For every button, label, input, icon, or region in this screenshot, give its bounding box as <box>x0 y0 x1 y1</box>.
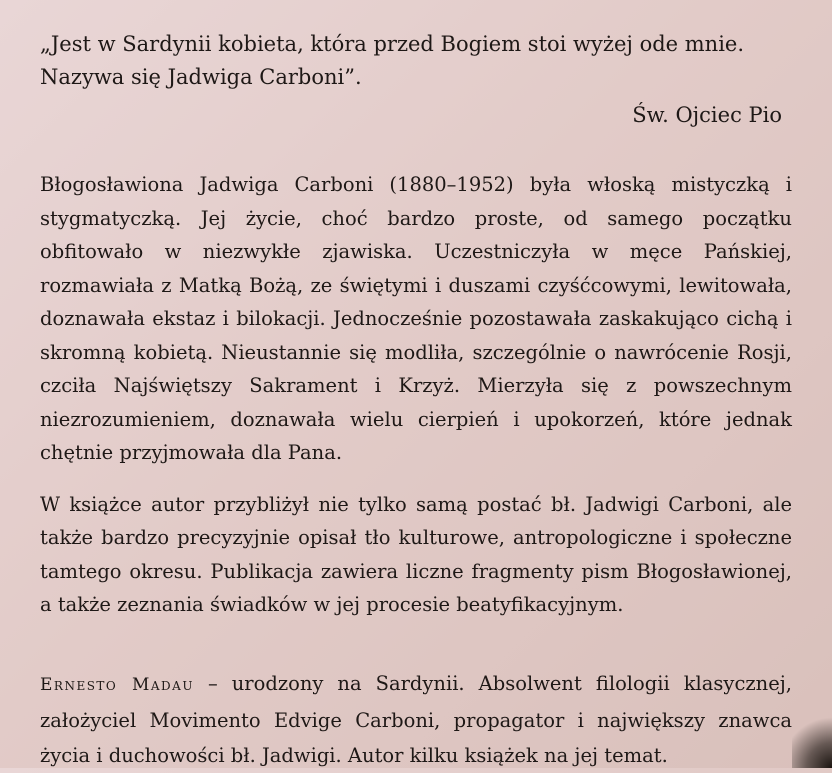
description-paragraph-2: W książce autor przybliżył nie tylko samą postać bł. Jadwigi Carboni, ale także bardzo precyzyjnie opisał tło kulturowe, antropologiczne i społeczne tamtego okresu. Publikacja zawiera liczne fragmenty pism Błogosławionej, a także zeznania świadków w jej procesie beatyfikacyjnym. <box>40 492 792 616</box>
epigraph <box>40 28 792 130</box>
quote-line-1: „Jest w Sardynii kobieta, która przed Bogiem stoi wyżej ode mnie. <box>40 32 745 56</box>
description-paragraph-1: Błogosławiona Jadwiga Carboni (1880–1952) była włoską mistyczką i stygmatyczką. Jej życie, choć bardzo proste, od samego początku obfitowało w niezwykłe zjawiska. Uczestniczyła w męce Pańskiej, rozmawiała z Matką Bożą, ze świętymi i duszami czyśćcowymi, lewitowała, doznawała ekstaz i bilokacji. Jednocześnie pozostawała zaskakująco cichą i skromną kobietą. Nieustannie się modliła, szczególnie o nawrócenie Rosji, czciła Najświętszy Sakrament i Krzyż. Mierzyła się z powszechnym niezrozumieniem, doznawała wielu cierpień i upokorzeń, które jednak chętnie przyjmowała dla Pana. <box>40 173 792 464</box>
corner-shadow <box>792 708 832 768</box>
author-name: Ernesto Madau <box>40 674 194 695</box>
author-bio <box>40 666 792 773</box>
quote-line-2: Nazywa się Jadwiga Carboni”. <box>40 65 362 89</box>
author-bio-text: – urodzony na Sardynii. Absolwent filologii klasycznej, założyciel Movimento Edvige Carboni, propagator i największy znawca życia i duchowości bł. Jadwigi. Autor kilku książek na jej temat. <box>40 671 792 767</box>
quote-text <box>40 28 792 94</box>
quote-author: Św. Ojciec Pio <box>632 103 782 127</box>
